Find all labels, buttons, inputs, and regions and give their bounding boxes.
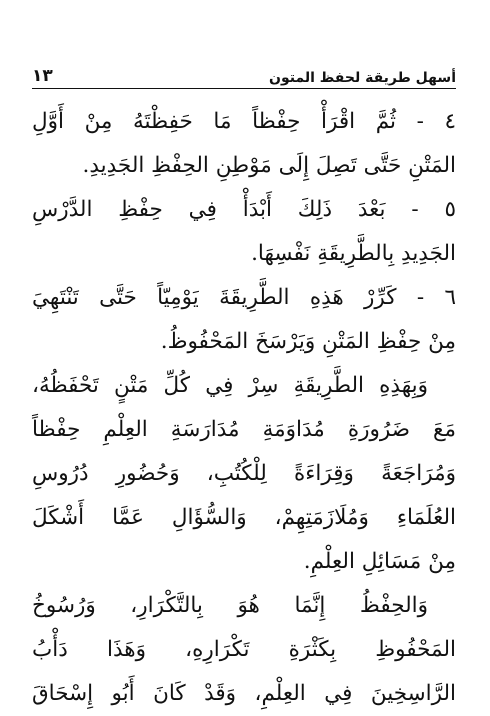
text-line: ٥ - بَعْدَ ذَلِكَ أَبْدَأْ فِي حِفْظِ الدَّرْسِ: [32, 197, 456, 222]
paragraph-step-5: [32, 188, 456, 276]
page-header: [32, 58, 456, 89]
running-title: أسهل طريقة لحفظ المتون: [269, 70, 456, 86]
text-line: وَالحِفْظُ إِنَّمَا هُوَ بِالتَّكْرَارِ، وَرُسُوخُ: [32, 593, 428, 618]
text-line: المَتْنِ حَتَّى تَصِلَ إِلَى مَوْطِنِ الحِفْظِ الجَدِيدِ.: [82, 153, 456, 178]
page-number: ١٣: [32, 66, 53, 86]
text-line: مِنْ حِفْظِ المَتْنِ وَيَرْسَخَ المَحْفُوظُ.: [160, 329, 456, 354]
body-text: [32, 100, 456, 716]
text-line: وَمُرَاجَعَةً وَقِرَاءَةً لِلْكُتُبِ، وَحُضُورِ دُرُوسِ: [32, 461, 456, 486]
paragraph-step-6: [32, 276, 456, 364]
text-line: مَعَ ضَرُورَةِ مُدَاوَمَةِ مُدَارَسَةِ العِلْمِ حِفْظاً: [32, 417, 456, 442]
text-line: وَبِهَذِهِ الطَّرِيقَةِ سِرْ فِي كُلِّ مَتْنٍ تَحْفَظُهُ،: [32, 373, 428, 398]
paragraph-method: [32, 364, 456, 584]
text-line: ٤ - ثُمَّ اقْرَأْ حِفْظاً مَا حَفِظْتَهُ مِنْ أَوَّلِ: [32, 109, 456, 134]
paragraph-step-4: [32, 100, 456, 188]
text-line: العُلَمَاءِ وَمُلَازَمَتِهِمْ، وَالسُّؤَالِ عَمَّا أَشْكَلَ: [32, 505, 456, 530]
text-line: مِنْ مَسَائِلِ العِلْمِ.: [303, 549, 456, 574]
paragraph-memorization: [32, 584, 456, 716]
text-line: الجَدِيدِ بِالطَّرِيقَةِ نَفْسِهَا.: [251, 241, 456, 266]
text-line: ٦ - كَرِّرْ هَذِهِ الطَّرِيقَةَ يَوْمِيّاً حَتَّى تَنْتَهِيَ: [32, 285, 456, 310]
text-line: الرَّاسِخِينَ فِي العِلْمِ، وَقَدْ كَانَ أَبُو إِسْحَاقَ: [32, 681, 456, 706]
text-line: المَحْفُوظِ بِكَثْرَةِ تَكْرَارِهِ، وَهَذَا دَأْبُ: [32, 637, 456, 662]
